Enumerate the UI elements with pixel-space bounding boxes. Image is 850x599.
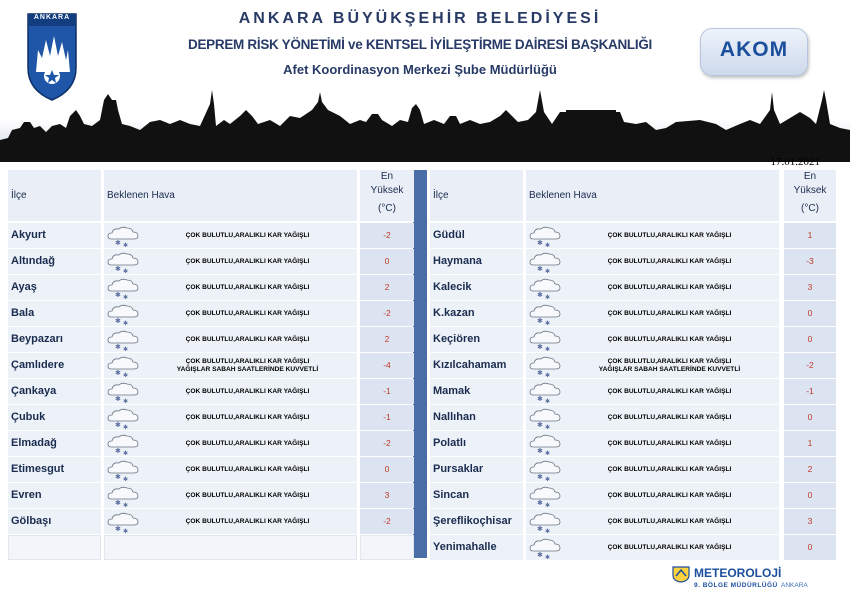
- weather-description: ÇOK BULUTLU,ARALIKLI KAR YAĞIŞLI: [607, 465, 732, 473]
- cloud-snow-icon: [528, 303, 562, 325]
- district-name: Çubuk: [8, 405, 101, 430]
- meteoroloji-title: METEOROLOJİ: [694, 566, 782, 580]
- district-name: Keçiören: [430, 327, 523, 352]
- max-temperature: 0: [784, 301, 836, 326]
- weather-description: ÇOK BULUTLU,ARALIKLI KAR YAĞIŞLI: [607, 257, 732, 265]
- weather-description: ÇOK BULUTLU,ARALIKLI KAR YAĞIŞLI: [185, 357, 310, 365]
- weather-description-cell: [526, 405, 779, 430]
- cloud-snow-icon: [106, 329, 140, 351]
- max-temperature: 1: [784, 223, 836, 248]
- cloud-snow-icon: [528, 225, 562, 247]
- ankara-skyline-silhouette: [0, 80, 850, 162]
- district-name: Güdül: [430, 223, 523, 248]
- weather-description-cell: [526, 483, 779, 508]
- cloud-snow-icon: [528, 459, 562, 481]
- district-name: Akyurt: [8, 223, 101, 248]
- max-temperature: 1: [784, 431, 836, 456]
- max-temperature: 0: [784, 405, 836, 430]
- cloud-snow-icon: [106, 277, 140, 299]
- max-temperature: 0: [784, 483, 836, 508]
- page-title: ANKARA BÜYÜKŞEHİR BELEDİYESİ: [238, 10, 602, 27]
- max-temperature: -2: [360, 509, 414, 534]
- district-name: Çamlıdere: [8, 353, 101, 378]
- max-temperature: -2: [360, 301, 414, 326]
- district-name: Polatlı: [430, 431, 523, 456]
- weather-description-cell: [526, 223, 779, 248]
- cloud-snow-icon: [106, 381, 140, 403]
- weather-description: ÇOK BULUTLU,ARALIKLI KAR YAĞIŞLI: [607, 439, 732, 447]
- weather-description-extra: YAĞIŞLAR SABAH SAATLERİNDE KUVVETLİ: [598, 365, 741, 373]
- district-name: Yenimahalle: [430, 535, 523, 560]
- weather-description-cell: [526, 353, 779, 378]
- weather-description-cell: [526, 327, 779, 352]
- weather-description: ÇOK BULUTLU,ARALIKLI KAR YAĞIŞLI: [607, 309, 732, 317]
- cloud-snow-icon: [528, 381, 562, 403]
- weather-description: ÇOK BULUTLU,ARALIKLI KAR YAĞIŞLI: [185, 309, 310, 317]
- column-header-temp-line1: En: [380, 171, 394, 182]
- weather-description: ÇOK BULUTLU,ARALIKLI KAR YAĞIŞLI: [607, 517, 732, 525]
- max-temperature: -1: [360, 405, 414, 430]
- weather-description-cell: [104, 509, 357, 534]
- column-header-weather: Beklenen Hava: [529, 190, 597, 201]
- weather-description-cell: [104, 483, 357, 508]
- weather-description: ÇOK BULUTLU,ARALIKLI KAR YAĞIŞLI: [185, 387, 310, 395]
- column-header-district: İlçe: [11, 190, 27, 201]
- district-name: Kalecik: [430, 275, 523, 300]
- column-header-temp-line1: En: [803, 171, 817, 182]
- weather-description: ÇOK BULUTLU,ARALIKLI KAR YAĞIŞLI: [185, 413, 310, 421]
- max-temperature: -1: [784, 379, 836, 404]
- empty-cell: [8, 535, 101, 560]
- district-name: Kızılcahamam: [430, 353, 523, 378]
- weather-description-cell: [104, 275, 357, 300]
- weather-description-cell: [526, 379, 779, 404]
- weather-description: ÇOK BULUTLU,ARALIKLI KAR YAĞIŞLI: [185, 231, 310, 239]
- district-name: Nallıhan: [430, 405, 523, 430]
- weather-description-cell: [526, 457, 779, 482]
- district-name: Pursaklar: [430, 457, 523, 482]
- max-temperature: 2: [784, 457, 836, 482]
- max-temperature: -3: [784, 249, 836, 274]
- cloud-snow-icon: [106, 303, 140, 325]
- max-temperature: 0: [784, 535, 836, 560]
- column-header-weather: Beklenen Hava: [107, 190, 175, 201]
- weather-description-cell: [526, 431, 779, 456]
- logo-caption: ANKARA: [33, 14, 71, 21]
- column-header-district: İlçe: [433, 190, 449, 201]
- bulletin-date: 17.01.2021: [770, 156, 820, 168]
- district-name: Mamak: [430, 379, 523, 404]
- cloud-snow-icon: [528, 407, 562, 429]
- weather-description-cell: [104, 431, 357, 456]
- cloud-snow-icon: [528, 355, 562, 377]
- max-temperature: 0: [360, 249, 414, 274]
- empty-cell: [360, 535, 414, 560]
- district-name: Altındağ: [8, 249, 101, 274]
- akom-logo-text: AKOM: [719, 38, 789, 61]
- district-name: K.kazan: [430, 301, 523, 326]
- weather-description-extra: YAĞIŞLAR SABAH SAATLERİNDE KUVVETLİ: [176, 365, 319, 373]
- department-title: DEPREM RİSK YÖNETİMİ ve KENTSEL İYİLEŞTİRME DAİRESİ BAŞKANLIĞI: [188, 37, 652, 52]
- column-header-temp-line3: (°C): [378, 203, 396, 214]
- cloud-snow-icon: [528, 433, 562, 455]
- weather-description: ÇOK BULUTLU,ARALIKLI KAR YAĞIŞLI: [607, 231, 732, 239]
- cloud-snow-icon: [528, 329, 562, 351]
- district-name: Şereflikoçhisar: [430, 509, 523, 534]
- cloud-snow-icon: [106, 225, 140, 247]
- cloud-snow-icon: [106, 407, 140, 429]
- cloud-snow-icon: [106, 355, 140, 377]
- district-name: Beypazarı: [8, 327, 101, 352]
- column-header-temp-line2: Yüksek: [793, 185, 827, 196]
- weather-description-cell: [526, 535, 779, 560]
- max-temperature: 2: [360, 327, 414, 352]
- weather-description: ÇOK BULUTLU,ARALIKLI KAR YAĞIŞLI: [607, 491, 732, 499]
- column-header-temp-line3: (°C): [801, 203, 819, 214]
- cloud-snow-icon: [528, 277, 562, 299]
- weather-description-cell: [104, 379, 357, 404]
- weather-description: ÇOK BULUTLU,ARALIKLI KAR YAĞIŞLI: [607, 413, 732, 421]
- weather-description-cell: [104, 457, 357, 482]
- district-name: Elmadağ: [8, 431, 101, 456]
- weather-description-cell: [526, 509, 779, 534]
- weather-description: ÇOK BULUTLU,ARALIKLI KAR YAĞIŞLI: [185, 465, 310, 473]
- weather-description: ÇOK BULUTLU,ARALIKLI KAR YAĞIŞLI: [185, 517, 310, 525]
- cloud-snow-icon: [528, 537, 562, 559]
- cloud-snow-icon: [106, 485, 140, 507]
- weather-description-cell: [104, 353, 357, 378]
- cloud-snow-icon: [106, 459, 140, 481]
- meteoroloji-logo-icon: [672, 565, 690, 583]
- district-name: Çankaya: [8, 379, 101, 404]
- weather-description-cell: [104, 327, 357, 352]
- max-temperature: 3: [360, 483, 414, 508]
- weather-description: ÇOK BULUTLU,ARALIKLI KAR YAĞIŞLI: [185, 491, 310, 499]
- district-name: Ayaş: [8, 275, 101, 300]
- max-temperature: 0: [360, 457, 414, 482]
- weather-description-cell: [104, 249, 357, 274]
- district-name: Evren: [8, 483, 101, 508]
- weather-description: ÇOK BULUTLU,ARALIKLI KAR YAĞIŞLI: [185, 283, 310, 291]
- weather-description: ÇOK BULUTLU,ARALIKLI KAR YAĞIŞLI: [185, 335, 310, 343]
- district-name: Gölbaşı: [8, 509, 101, 534]
- cloud-snow-icon: [106, 433, 140, 455]
- weather-description-cell: [526, 275, 779, 300]
- empty-cell: [104, 535, 357, 560]
- max-temperature: 2: [360, 275, 414, 300]
- max-temperature: -2: [360, 431, 414, 456]
- branch-title: Afet Koordinasyon Merkezi Şube Müdürlüğü: [283, 62, 557, 77]
- cloud-snow-icon: [106, 251, 140, 273]
- max-temperature: -2: [784, 353, 836, 378]
- weather-description: ÇOK BULUTLU,ARALIKLI KAR YAĞIŞLI: [607, 543, 732, 551]
- weather-description: ÇOK BULUTLU,ARALIKLI KAR YAĞIŞLI: [185, 257, 310, 265]
- weather-description-cell: [104, 301, 357, 326]
- max-temperature: -1: [360, 379, 414, 404]
- district-name: Sincan: [430, 483, 523, 508]
- table-divider: [413, 170, 427, 558]
- cloud-snow-icon: [528, 251, 562, 273]
- cloud-snow-icon: [106, 511, 140, 533]
- weather-description: ÇOK BULUTLU,ARALIKLI KAR YAĞIŞLI: [607, 283, 732, 291]
- weather-description-cell: [104, 223, 357, 248]
- cloud-snow-icon: [528, 485, 562, 507]
- max-temperature: 3: [784, 509, 836, 534]
- weather-description-cell: [526, 301, 779, 326]
- weather-description: ÇOK BULUTLU,ARALIKLI KAR YAĞIŞLI: [607, 335, 732, 343]
- max-temperature: -4: [360, 353, 414, 378]
- meteoroloji-city: ANKARA: [781, 582, 808, 589]
- column-header-temp-line2: Yüksek: [370, 185, 404, 196]
- weather-description: ÇOK BULUTLU,ARALIKLI KAR YAĞIŞLI: [185, 439, 310, 447]
- cloud-snow-icon: [528, 511, 562, 533]
- weather-description-cell: [526, 249, 779, 274]
- district-name: Haymana: [430, 249, 523, 274]
- max-temperature: 0: [784, 327, 836, 352]
- max-temperature: 3: [784, 275, 836, 300]
- weather-description: ÇOK BULUTLU,ARALIKLI KAR YAĞIŞLI: [607, 387, 732, 395]
- district-name: Etimesgut: [8, 457, 101, 482]
- weather-description: ÇOK BULUTLU,ARALIKLI KAR YAĞIŞLI: [607, 357, 732, 365]
- district-name: Bala: [8, 301, 101, 326]
- max-temperature: -2: [360, 223, 414, 248]
- weather-description-cell: [104, 405, 357, 430]
- meteoroloji-subtitle: 9. BÖLGE MÜDÜRLÜĞÜ: [694, 582, 778, 589]
